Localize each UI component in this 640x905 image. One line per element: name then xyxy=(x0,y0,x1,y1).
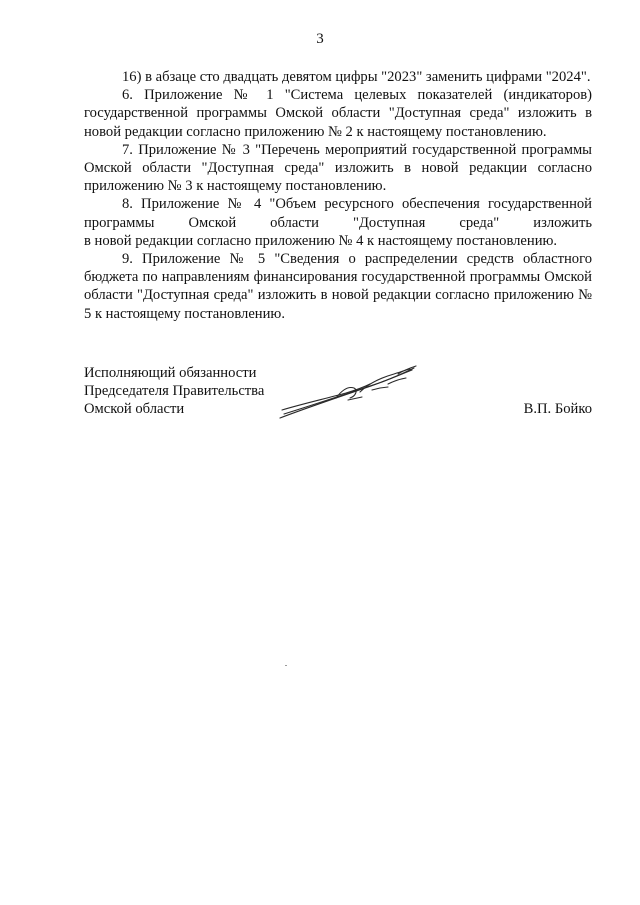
signatory-name: В.П. Бойко xyxy=(523,401,592,417)
page-number: 3 xyxy=(316,31,324,47)
paragraph-6: 6. Приложение № 1 "Система целевых показателей (индикаторов) государственной программы Омской области "Доступная среда" изложить в новой редакции согласно приложению № 2 к настоящему постановлению. xyxy=(84,87,592,140)
scan-speck xyxy=(285,665,287,666)
signatory-position-line-1: Исполняющий обязанности xyxy=(84,365,257,381)
handwritten-signature xyxy=(276,360,421,422)
paragraph-16: 16) в абзаце сто двадцать девятом цифры "2023" заменить цифрами "2024". xyxy=(122,69,591,85)
paragraph-7: 7. Приложение № 3 "Перечень мероприятий государственной программы Омской области "Доступная среда" изложить в новой редакции согласно приложению № 3 к настоящему постановлению. xyxy=(84,141,592,195)
signatory-position xyxy=(84,364,264,418)
document-body xyxy=(84,68,592,323)
paragraph-8-line-2: в новой редакции согласно приложению № 4 к настоящему постановлению. xyxy=(84,232,558,249)
paragraph-8 xyxy=(84,195,592,250)
signatory-position-line-3: Омской области xyxy=(84,401,185,417)
paragraph-9: 9. Приложение № 5 "Сведения о распределении средств областного бюджета по направлениям финансирования государственной программы Омской области "Доступная среда" изложить в новой редакции согласно приложению № 5 к настоящему постановлению. xyxy=(84,251,592,322)
paragraph-8-line-1: 8. Приложение № 4 "Объем ресурсного обеспечения государственной программы Омской области "Доступная среда" изложить xyxy=(84,196,592,231)
signatory-position-line-2: Председателя Правительства xyxy=(84,383,265,399)
